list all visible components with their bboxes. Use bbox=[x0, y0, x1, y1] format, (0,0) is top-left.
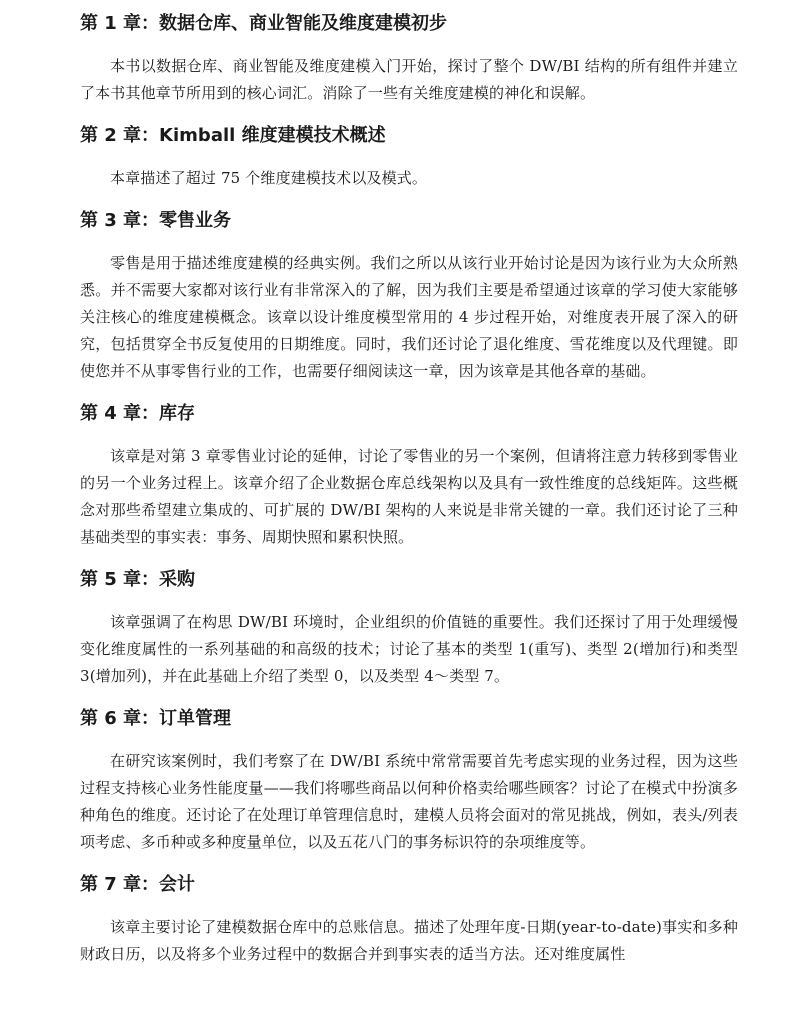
chapter-4-body: 该章是对第 3 章零售业讨论的延伸，讨论了零售业的另一个案例，但请将注意力转移到零售业的另一个业务过程上。该章介绍了企业数据仓库总线架构以及具有一致性维度的总线矩阵。这些概念对那些希望建立集成的、可扩展的 DW/BI 架构的人来说是非常关键的一章。我们还讨论了三种基础类型的事实表：事务、周期快照和累积快照。 bbox=[80, 447, 738, 546]
chapter-1-section bbox=[80, 0, 738, 107]
chapter-2-section bbox=[80, 123, 738, 192]
chapter-6-body: 在研究该案例时，我们考察了在 DW/BI 系统中常常需要首先考虑实现的业务过程，因为这些过程支持核心业务性能度量——我们将哪些商品以何种价格卖给哪些顾客？讨论了在模式中扮演多种角色的维度。还讨论了在处理订单管理信息时，建模人员将会面对的常见挑战，例如，表头/列表项考虑、多币种或多种度量单位，以及五花八门的事务标识符的杂项维度等。 bbox=[80, 752, 738, 851]
chapter-5-title: 第 5 章：采购 bbox=[80, 569, 196, 590]
chapter-2-title: 第 2 章：Kimball 维度建模技术概述 bbox=[80, 125, 386, 146]
chapter-4-title: 第 4 章：库存 bbox=[80, 403, 196, 424]
chapter-4-section bbox=[80, 401, 738, 551]
chapter-7-section bbox=[80, 872, 738, 968]
chapter-3-title: 第 3 章：零售业务 bbox=[80, 210, 232, 231]
chapter-1-title: 第 1 章：数据仓库、商业智能及维度建模初步 bbox=[80, 13, 448, 34]
chapter-5-body: 该章强调了在构思 DW/BI 环境时，企业组织的价值链的重要性。我们还探讨了用于处理缓慢变化维度属性的一系列基础的和高级的技术；讨论了基本的类型 1(重写)、类型 2(增加行)和类型 3(增加列)，并在此基础上介绍了类型 0，以及类型 4～类型 7。 bbox=[80, 613, 738, 685]
chapter-5-section bbox=[80, 567, 738, 690]
chapter-1-body: 本书以数据仓库、商业智能及维度建模入门开始，探讨了整个 DW/BI 结构的所有组件并建立了本书其他章节所用到的核心词汇。消除了一些有关维度建模的神化和误解。 bbox=[80, 57, 738, 102]
chapter-6-title: 第 6 章：订单管理 bbox=[80, 708, 232, 729]
chapter-3-body: 零售是用于描述维度建模的经典实例。我们之所以从该行业开始讨论是因为该行业为大众所熟悉。并不需要大家都对该行业有非常深入的了解，因为我们主要是希望通过该章的学习使大家能够关注核心的维度建模概念。该章以设计维度模型常用的 4 步过程开始，对维度表开展了深入的研究，包括贯穿全书反复使用的日期维度。同时，我们还讨论了退化维度、雪花维度以及代理键。即使您并不从事零售行业的工作，也需要仔细阅读这一章，因为该章是其他各章的基础。 bbox=[80, 254, 738, 380]
chapter-6-section bbox=[80, 706, 738, 856]
chapter-7-title: 第 7 章：会计 bbox=[80, 874, 196, 895]
chapter-3-section bbox=[80, 208, 738, 385]
chapter-7-body: 该章主要讨论了建模数据仓库中的总账信息。描述了处理年度-日期(year-to-date)事实和多种财政日历，以及将多个业务过程中的数据合并到事实表的适当方法。还对维度属性 bbox=[80, 918, 738, 963]
chapter-2-body: 本章描述了超过 75 个维度建模技术以及模式。 bbox=[110, 169, 428, 187]
